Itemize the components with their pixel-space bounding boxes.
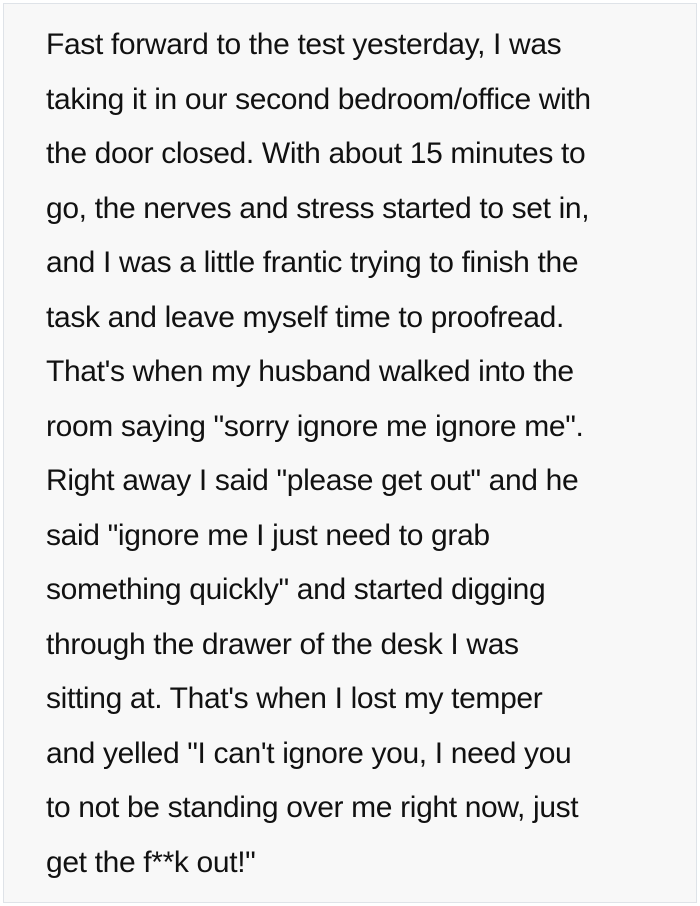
post-line: said "ignore me I just need to grab: [46, 518, 490, 552]
post-line: to not be standing over me right now, just: [46, 791, 579, 824]
post-line: through the drawer of the desk I was: [46, 627, 519, 661]
post-line: room saying "sorry ignore me ignore me".: [46, 409, 584, 443]
post-text-card: [3, 3, 697, 903]
post-body-text: [46, 18, 678, 890]
post-line: That's when my husband walked into the: [46, 355, 574, 388]
post-line: and I was a little frantic trying to finish the: [46, 246, 579, 279]
post-line: get the f**k out!": [46, 845, 256, 879]
post-line: go, the nerves and stress started to set in,: [46, 191, 590, 225]
post-line: Fast forward to the test yesterday, I was: [46, 28, 562, 61]
post-line: task and leave myself time to proofread.: [46, 300, 564, 334]
post-line: and yelled "I can't ignore you, I need you: [46, 736, 572, 770]
post-line: taking it in our second bedroom/office with: [46, 82, 591, 116]
post-line: something quickly" and started digging: [46, 573, 546, 606]
post-line: Right away I said "please get out" and he: [46, 464, 579, 497]
post-line: the door closed. With about 15 minutes to: [46, 137, 586, 170]
post-line: sitting at. That's when I lost my temper: [46, 682, 543, 715]
